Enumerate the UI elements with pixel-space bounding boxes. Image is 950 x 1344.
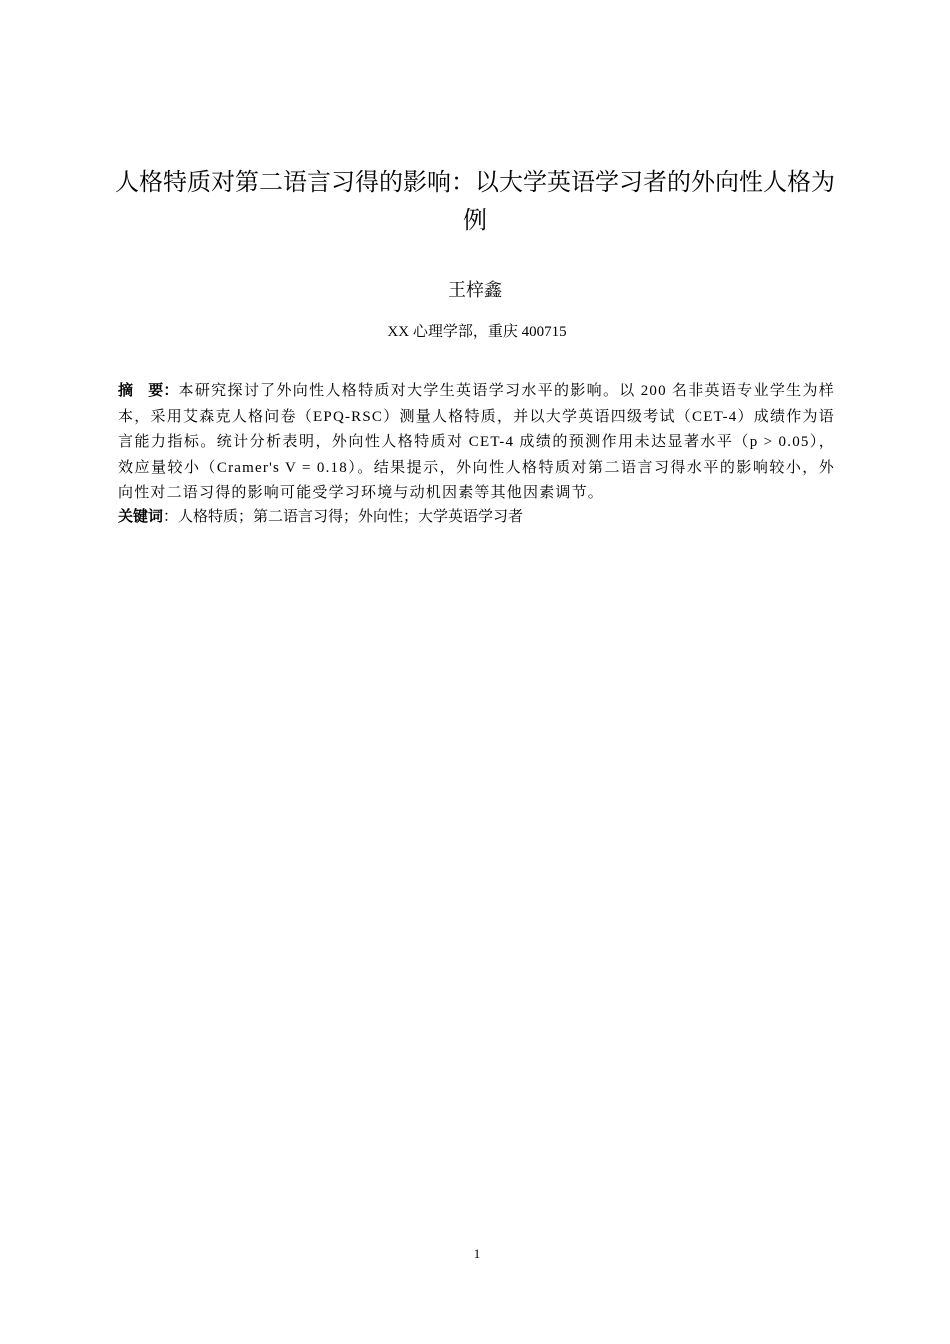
author-name: 王梓鑫 xyxy=(448,280,502,301)
paper-title: 人格特质对第二语言习得的影响：以大学英语学习者的外向性人格为例 xyxy=(115,168,835,234)
abstract-label: 摘 要： xyxy=(118,381,179,399)
keywords-text: 人格特质；第二语言习得；外向性；大学英语学习者 xyxy=(178,509,524,525)
keywords-label: 关键词 xyxy=(118,507,164,525)
keywords xyxy=(118,505,835,528)
abstract xyxy=(118,378,835,507)
page-number: 1 xyxy=(473,1246,481,1261)
abstract-text: 本研究探讨了外向性人格特质对大学生英语学习水平的影响。以 200 名非英语专业学生为样本，采用艾森克人格问卷（EPQ-RSC）测量人格特质，并以大学英语四级考试（CET-4）成绩作为语言能力指标。统计分析表明，外向性人格特质对 CET-4 成绩的预测作用未达显著水平（p > 0.05），效应量较小（Cramer's V = 0.18）。结果提示，外向性人格特质对第二语言习得水平的影响较小，外向性对二语习得的影响可能受学习环境与动机因素等其他因素调节。 xyxy=(118,383,835,501)
keywords-separator: ： xyxy=(163,509,179,525)
author-affiliation: XX 心理学部，重庆 400715 xyxy=(387,324,567,340)
